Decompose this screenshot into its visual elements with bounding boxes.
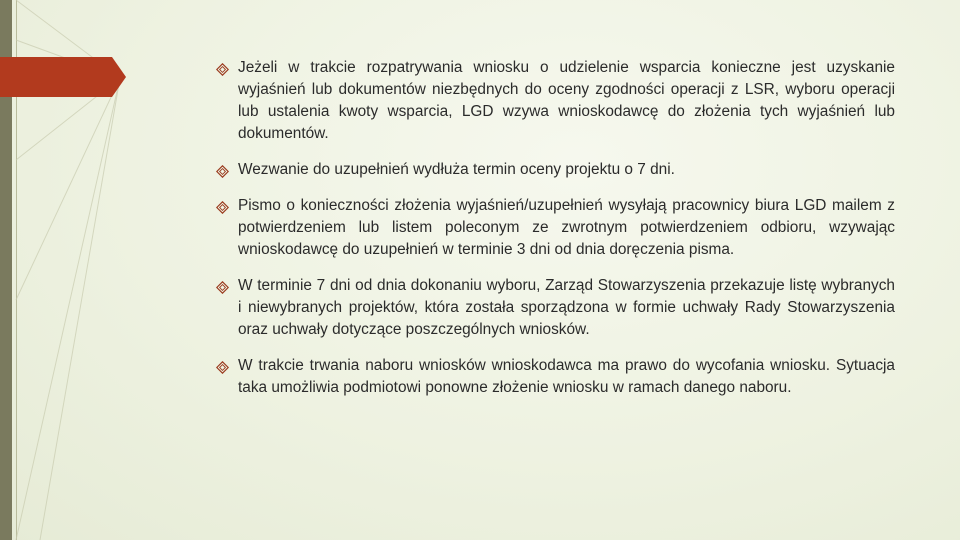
- bullet-text: Wezwanie do uzupełnień wydłuża termin oceny projektu o 7 dni.: [238, 161, 675, 178]
- bullet-item: [216, 275, 895, 341]
- bullet-text: Pismo o konieczności złożenia wyjaśnień/uzupełnień wysyłają pracownicy biura LGD mailem z potwierdzeniem lub listem poleconym ze zwrotnym potwierdzeniem odbioru, wzywając wnioskodawcę do uzupełnień w terminie 3 dni od dnia doręczenia pisma.: [238, 197, 895, 258]
- red-arrow-tab: [0, 57, 126, 97]
- diamond-bullet-icon: [216, 201, 229, 214]
- bullet-text: W terminie 7 dni od dnia dokonaniu wyboru, Zarząd Stowarzyszenia przekazuje listę wybranych i niewybranych projektów, która została sporządzona w formie uchwały Rady Stowarzyszenia oraz uchwały dotyczące poszczególnych wniosków.: [238, 277, 895, 338]
- bullet-text: W trakcie trwania naboru wniosków wnioskodawca ma prawo do wycofania wniosku. Sytuacja taka umożliwia podmiotowi ponowne złożenie wniosku w ramach danego naboru.: [238, 357, 895, 396]
- bullet-item: [216, 195, 895, 261]
- bullet-item: [216, 57, 895, 145]
- slide-content: [216, 57, 895, 413]
- diamond-bullet-icon: [216, 63, 229, 76]
- bullet-item: [216, 159, 895, 181]
- bullet-item: [216, 355, 895, 399]
- bullet-text: Jeżeli w trakcie rozpatrywania wniosku o udzielenie wsparcia konieczne jest uzyskanie wyjaśnień lub dokumentów niezbędnych do oceny zgodności operacji z LSR, wyboru operacji lub ustalenia kwoty wsparcia, LGD wzywa wnioskodawcę do złożenia tych wyjaśnień lub dokumentów.: [238, 59, 895, 142]
- diamond-bullet-icon: [216, 281, 229, 294]
- diamond-bullet-icon: [216, 165, 229, 178]
- diamond-bullet-icon: [216, 361, 229, 374]
